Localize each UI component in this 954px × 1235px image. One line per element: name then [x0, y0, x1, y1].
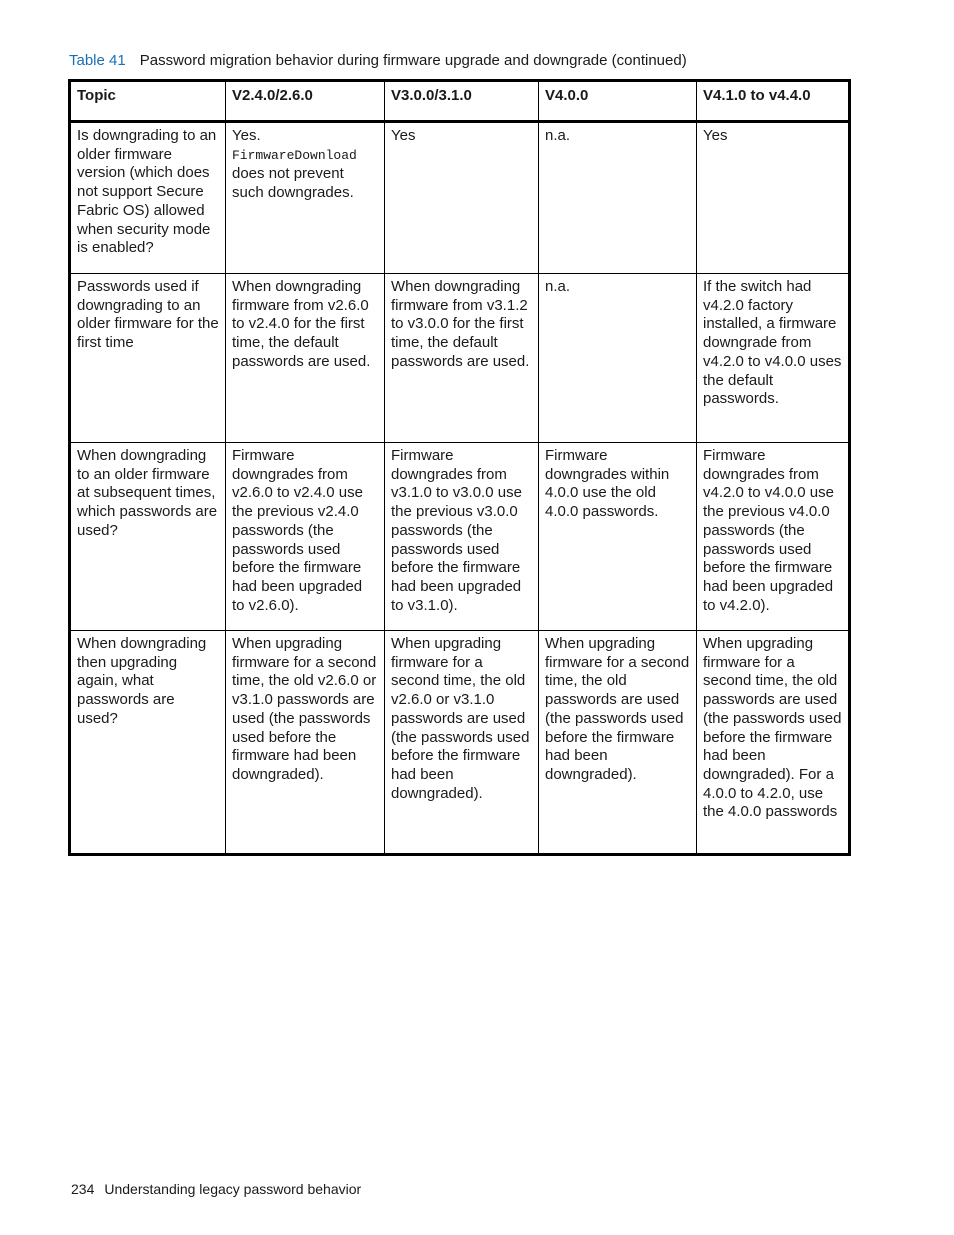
cell-v30: Yes [385, 122, 539, 274]
cell-v40: n.a. [539, 274, 697, 443]
cell-topic: Is downgrading to an older firmware version (which does not support Secure Fabric OS) allowed when security mode is enabled? [70, 122, 226, 274]
cell-v24: Firmware downgrades from v2.6.0 to v2.4.0 use the previous v2.4.0 passwords (the passwords used before the firmware had been upgraded to v2.6.0). [226, 443, 385, 631]
cell-v40: n.a. [539, 122, 697, 274]
password-migration-table [68, 79, 851, 856]
cell-text: Yes. [232, 127, 261, 144]
header-v240-260: V2.4.0/2.6.0 [226, 81, 385, 122]
cell-v30: When downgrading firmware from v3.1.2 to v3.0.0 for the first time, the default passwords are used. [385, 274, 539, 443]
table-row [70, 274, 850, 443]
cell-v24: When downgrading firmware from v2.6.0 to v2.4.0 for the first time, the default passwords are used. [226, 274, 385, 443]
cell-v41: When upgrading firmware for a second time, the old passwords are used (the passwords used before the firmware had been downgraded). For a 4.0.0 to 4.2.0, use the 4.0.0 passwords [697, 631, 850, 855]
header-v400: V4.0.0 [539, 81, 697, 122]
table-row [70, 631, 850, 855]
cell-v24 [226, 122, 385, 274]
cell-v41: Firmware downgrades from v4.2.0 to v4.0.0 use the previous v4.0.0 passwords (the passwords used before the firmware had been upgraded to v4.2.0). [697, 443, 850, 631]
cell-v41: If the switch had v4.2.0 factory installed, a firmware downgrade from v4.2.0 to v4.0.0 uses the default passwords. [697, 274, 850, 443]
table-row [70, 122, 850, 274]
cell-text: does not prevent such downgrades. [232, 165, 354, 202]
page-footer [71, 1180, 361, 1198]
table-row [70, 443, 850, 631]
section-title: Understanding legacy password behavior [104, 1181, 362, 1197]
cell-v41: Yes [697, 122, 850, 274]
cell-topic: Passwords used if downgrading to an older firmware for the first time [70, 274, 226, 443]
page-number: 234 [71, 1181, 95, 1197]
command-name: FirmwareDownload [232, 147, 357, 163]
cell-v24: When upgrading firmware for a second time, the old v2.6.0 or v3.1.0 passwords are used (the passwords used before the firmware had been downgraded). [226, 631, 385, 855]
cell-topic: When downgrading to an older firmware at subsequent times, which passwords are used? [70, 443, 226, 631]
header-topic: Topic [70, 81, 226, 122]
cell-v40: When upgrading firmware for a second time, the old passwords are used (the passwords used before the firmware had been downgraded). [539, 631, 697, 855]
table-number: Table 41 [69, 52, 126, 69]
header-v300-310: V3.0.0/3.1.0 [385, 81, 539, 122]
cell-v30: When upgrading firmware for a second time, the old v2.6.0 or v3.1.0 passwords are used (the passwords used before the firmware had been downgraded). [385, 631, 539, 855]
cell-v40: Firmware downgrades within 4.0.0 use the old 4.0.0 passwords. [539, 443, 697, 631]
cell-topic: When downgrading then upgrading again, what passwords are used? [70, 631, 226, 855]
header-v410-440: V4.1.0 to v4.4.0 [697, 81, 850, 122]
table-title: Password migration behavior during firmware upgrade and downgrade (continued) [139, 52, 687, 69]
table-header-row [70, 81, 850, 122]
table-caption [69, 51, 687, 71]
cell-v30: Firmware downgrades from v3.1.0 to v3.0.0 use the previous v3.0.0 passwords (the passwords used before the firmware had been upgraded to v3.1.0). [385, 443, 539, 631]
password-migration-table-container [68, 79, 848, 856]
